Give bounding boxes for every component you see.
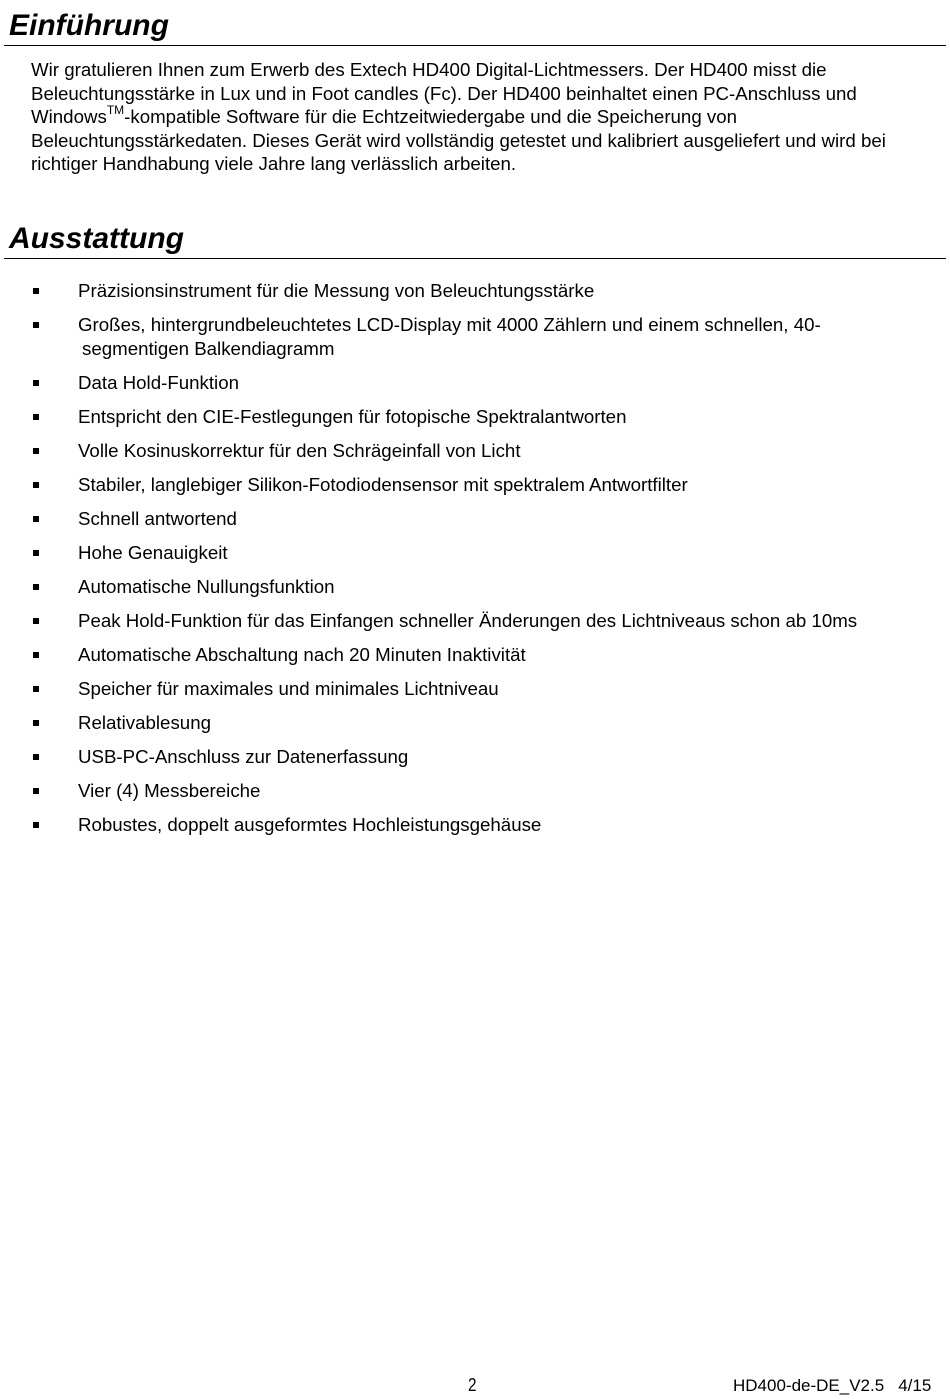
feature-item — [0, 439, 950, 463]
feature-item — [0, 609, 950, 633]
feature-item — [0, 711, 950, 735]
feature-text: Volle Kosinuskorrektur für den Schrägeinfall von Licht — [78, 440, 521, 461]
intro-text-part2: -kompatible Software für die Echtzeitwiedergabe und die Speicherung von Beleuchtungsstärkedaten. Dieses Gerät wird vollständig getestet und kalibriert ausgeliefert und wird bei richtiger Handhabung viele Jahre lang verlässlich arbeiten. — [31, 106, 886, 175]
bullet-icon — [33, 754, 39, 760]
bullet-icon — [33, 652, 39, 658]
feature-item — [0, 813, 950, 837]
bullet-icon — [33, 618, 39, 624]
feature-text: USB-PC-Anschluss zur Datenerfassung — [78, 746, 409, 767]
feature-text: Schnell antwortend — [78, 508, 237, 529]
feature-text: Vier (4) Messbereiche — [78, 780, 261, 801]
feature-text: Großes, hintergrundbeleuchtetes LCD-Display mit 4000 Zählern und einem schnellen, 40- — [78, 314, 821, 335]
feature-text: Entspricht den CIE-Festlegungen für fotopische Spektralantworten — [78, 406, 627, 427]
feature-text: Hohe Genauigkeit — [78, 542, 228, 563]
document-id: HD400-de-DE_V2.5 — [733, 1376, 885, 1395]
feature-item — [0, 779, 950, 803]
feature-item — [0, 279, 950, 303]
bullet-icon — [33, 380, 39, 386]
bullet-icon — [33, 448, 39, 454]
bullet-icon — [33, 720, 39, 726]
feature-text: Automatische Nullungsfunktion — [78, 576, 335, 597]
introduction-paragraph — [31, 58, 936, 176]
bullet-icon — [33, 322, 39, 328]
feature-item — [0, 313, 950, 361]
feature-text: Präzisionsinstrument für die Messung von Beleuchtungsstärke — [78, 280, 595, 301]
feature-text: Robustes, doppelt ausgeformtes Hochleistungsgehäuse — [78, 814, 542, 835]
feature-item — [0, 371, 950, 395]
bullet-icon — [33, 288, 39, 294]
bullet-icon — [33, 822, 39, 828]
feature-item — [0, 575, 950, 599]
feature-item — [0, 473, 950, 497]
feature-list — [0, 279, 950, 847]
section-heading-introduction: Einführung — [4, 9, 946, 46]
feature-item — [0, 745, 950, 769]
intro-text-part1: Wir gratulieren Ihnen zum Erwerb des Extech HD400 Digital-Lichtmessers. Der HD400 misst die Beleuchtungsstärke in Lux und in Foot candles (Fc). Der HD400 beinhaltet einen PC-Anschluss und Windows — [31, 59, 857, 128]
bullet-icon — [33, 686, 39, 692]
bullet-icon — [33, 516, 39, 522]
feature-item — [0, 541, 950, 565]
bullet-icon — [33, 414, 39, 420]
bullet-icon — [33, 584, 39, 590]
bullet-icon — [33, 482, 39, 488]
feature-text: Automatische Abschaltung nach 20 Minuten Inaktivität — [78, 644, 526, 665]
feature-item — [0, 643, 950, 667]
feature-text: Data Hold-Funktion — [78, 372, 239, 393]
feature-item — [0, 507, 950, 531]
feature-item — [0, 405, 950, 429]
trademark-superscript: TM — [106, 102, 125, 117]
feature-text: Stabiler, langlebiger Silikon-Fotodiodensensor mit spektralem Antwortfilter — [78, 474, 688, 495]
section-heading-features: Ausstattung — [4, 222, 946, 259]
bullet-icon — [33, 788, 39, 794]
bullet-icon — [33, 550, 39, 556]
feature-text: Relativablesung — [78, 712, 211, 733]
document-id-footer — [733, 1376, 931, 1396]
feature-text-continuation: segmentigen Balkendiagramm — [82, 338, 335, 359]
feature-text: Peak Hold-Funktion für das Einfangen schneller Änderungen des Lichtniveaus schon ab 10ms — [78, 610, 858, 631]
feature-text: Speicher für maximales und minimales Lichtniveau — [78, 678, 499, 699]
document-page-count: 4/15 — [898, 1376, 932, 1395]
page-number: 2 — [468, 1375, 477, 1395]
feature-item — [0, 677, 950, 701]
